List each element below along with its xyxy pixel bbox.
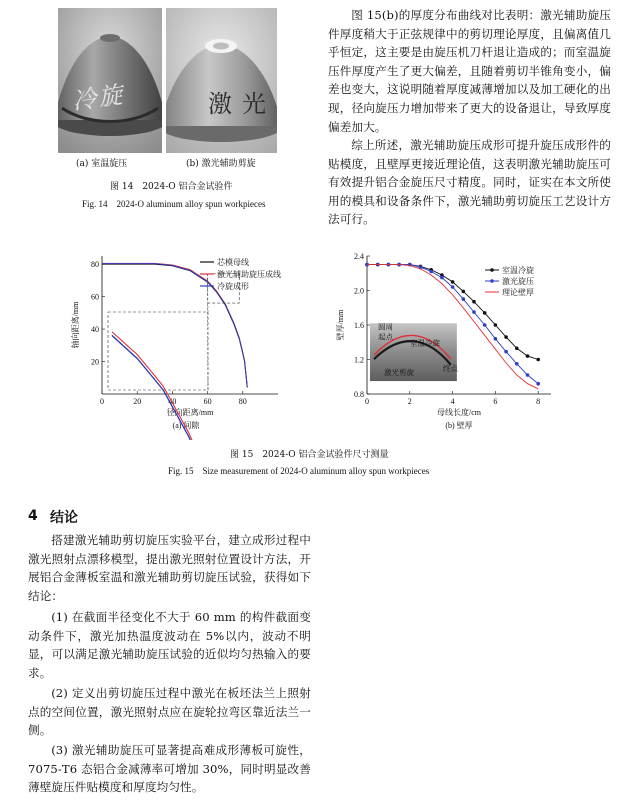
fig15b-series-2-point bbox=[429, 270, 433, 274]
fig15b-series-2-point bbox=[462, 297, 466, 301]
fig15b-series-1-point bbox=[526, 354, 530, 358]
fig15a-x-tick-label: 60 bbox=[203, 397, 212, 406]
fig15b-series-1-point bbox=[494, 323, 498, 327]
fig15b-y-axis-label: 壁厚/mm bbox=[336, 309, 345, 341]
fig14-photo-room-temp bbox=[58, 8, 162, 153]
fig15b-x-tick-label: 2 bbox=[407, 397, 412, 406]
section-title: 结论 bbox=[50, 510, 78, 526]
fig15b-inset-label: 圆周 bbox=[378, 322, 393, 332]
fig15a-y-tick-label: 80 bbox=[91, 260, 99, 270]
fig15-caption-cn: 图 15 2024-O 铝合金试验件尺寸测量 bbox=[230, 450, 389, 460]
fig15b-series-2-point bbox=[472, 310, 476, 314]
fig15b-series-2-point bbox=[504, 350, 508, 354]
fig15b-x-tick-label: 8 bbox=[536, 397, 541, 406]
right-column-paragraph-2: 综上所述，激光辅助旋压成形可提升旋压成形件的贴模度，且壁厚更接近理论值，这表明激光辅助旋压可有效提升铝合金旋压尺寸精度。同时，证实在本文所使用的模具和设备条件下，激光辅助剪切旋压工艺设计方法可行。 bbox=[328, 138, 611, 227]
fig15b-x-tick-label: 4 bbox=[450, 397, 455, 406]
fig15b-series-2-point bbox=[515, 362, 519, 366]
fig15a-y-tick-label: 60 bbox=[91, 292, 99, 302]
fig15a-chart bbox=[60, 248, 290, 440]
section-number: 4 bbox=[28, 508, 38, 524]
conclusion-item-2: (2) 定义出剪切旋压过程中激光在板坯法兰上照射点的空间位置，激光照射点应在旋轮拉弯区靠近法兰一侧。 bbox=[28, 686, 311, 738]
fig15b-x-tick-label: 0 bbox=[365, 397, 369, 406]
fig15a-x-tick-label: 80 bbox=[238, 397, 247, 406]
fig15a-sublabel: (a) 间隙 bbox=[172, 421, 200, 430]
fig14-caption-en: Fig. 14 2024-O aluminum alloy spun workpieces bbox=[82, 199, 266, 209]
fig15a-y-tick-label: 20 bbox=[91, 357, 99, 367]
fig15b-series-1-point bbox=[472, 300, 476, 304]
fig15b-x-tick-label: 6 bbox=[493, 397, 498, 406]
fig15b-legend-marker bbox=[490, 268, 494, 272]
fig15a-legend-label: 冷旋成形 bbox=[217, 282, 249, 291]
fig15a-x-tick-label: 40 bbox=[168, 397, 177, 406]
fig15b-inset-label: 终点 bbox=[442, 364, 458, 374]
fig15b-series-2-point bbox=[526, 373, 530, 377]
fig15b-series-1-point bbox=[515, 347, 519, 351]
fig15b-inset-label: 起点 bbox=[378, 332, 393, 342]
fig15a-y-tick-label: 40 bbox=[91, 325, 99, 335]
fig15a-x-tick-label: 20 bbox=[133, 397, 142, 406]
conclusion-item-1: (1) 在截面半径变化不大于 60 mm 的构件截面变动条件下，激光加热温度波动在 5%以内，波动不明显，可以满足激光辅助旋压试验的近似均匀热输入的要求。 bbox=[28, 610, 311, 680]
conclusion-intro: 搭建激光辅助剪切旋压实验平台，建立成形过程中激光照射点漂移模型，提出激光照射位置设计方法，开展铝合金薄板室温和激光辅助剪切旋压试验，获得如下结论： bbox=[28, 533, 311, 603]
fig15b-legend-label: 理论壁厚 bbox=[502, 288, 534, 297]
fig15a-inset-box bbox=[108, 312, 208, 390]
fig15b-y-tick-label: 1.6 bbox=[354, 321, 364, 330]
fig15b-sublabel: (b) 壁厚 bbox=[445, 421, 473, 430]
fig14-sublabel-a: (a) 室温旋压 bbox=[76, 159, 128, 169]
fig15a-x-tick-label: 0 bbox=[100, 397, 104, 406]
fig14-overlay-text-a: 冷旋 bbox=[70, 80, 127, 116]
fig15b-legend-label: 室温冷旋 bbox=[502, 266, 534, 275]
fig14-caption-cn: 图 14 2024-O 铝合金试验件 bbox=[110, 182, 233, 192]
fig15b-series-2-point bbox=[440, 276, 444, 280]
fig15b-series-2-point bbox=[494, 337, 498, 341]
fig15b-x-axis-label: 母线长度/cm bbox=[437, 408, 481, 417]
fig15a-legend-label: 激光辅助旋压成线 bbox=[217, 270, 281, 279]
fig15a-y-axis-label: 轴向距离/mm bbox=[71, 301, 80, 349]
fig15b-y-tick-label: 0.8 bbox=[354, 390, 364, 399]
fig15b-series-1-point bbox=[483, 311, 487, 315]
fig15-caption-en: Fig. 15 Size measurement of 2024-O aluminum alloy spun workpieces bbox=[168, 466, 430, 476]
fig15b-series-2-point bbox=[483, 323, 487, 327]
fig15b-legend-marker bbox=[490, 279, 494, 283]
fig15b-chart bbox=[335, 248, 560, 440]
fig15b-y-tick-label: 2.0 bbox=[354, 286, 364, 296]
fig15b-series-1-point bbox=[462, 290, 466, 294]
fig15b-inset-label: 室温冷旋 bbox=[409, 338, 440, 348]
right-column-paragraph-1: 图 15(b)的厚度分布曲线对比表明：激光辅助旋压件厚度稍大于正弦规律中的剪切理论厚度，且偏离值几乎恒定，这主要是由旋压机刀杆退让造成的；而室温旋压件厚度产生了更大偏差，且随着剪切半锥角变小，偏差也变大，这说明随着厚度减薄增加以及加工硬化的出现，径向旋压力增加带来了更大的设备退让，导致厚度偏差加大。 bbox=[328, 8, 611, 134]
conclusion-item-3: (3) 激光辅助旋压可显著提高难成形薄板可旋性，7075-T6 态铝合金减薄率可增加 30%，同时明显改善薄壁旋压件贴模度和厚度均匀性。 bbox=[28, 743, 311, 795]
fig15b-legend-label: 激光旋压 bbox=[502, 277, 534, 286]
fig14-photo-laser bbox=[166, 8, 277, 153]
fig15a-legend-label: 芯模母线 bbox=[217, 258, 249, 267]
fig14-overlay-text-b: 激光 bbox=[208, 90, 276, 118]
fig15b-series-1-point bbox=[536, 358, 540, 362]
fig15b-y-tick-label: 2.4 bbox=[354, 252, 364, 261]
fig15b-series-1-point bbox=[451, 280, 455, 284]
fig14-sublabel-b: (b) 激光辅助剪旋 bbox=[186, 159, 256, 169]
fig15b-series-2-point bbox=[451, 285, 455, 289]
fig15b-series-2-point bbox=[536, 382, 540, 386]
fig15b-series-1-point bbox=[504, 335, 508, 339]
fig15b-y-tick-label: 1.2 bbox=[354, 355, 364, 365]
fig15a-x-axis-label: 径向距离/mm bbox=[166, 408, 214, 417]
fig15b-inset-label: 激光剪旋 bbox=[384, 368, 414, 378]
